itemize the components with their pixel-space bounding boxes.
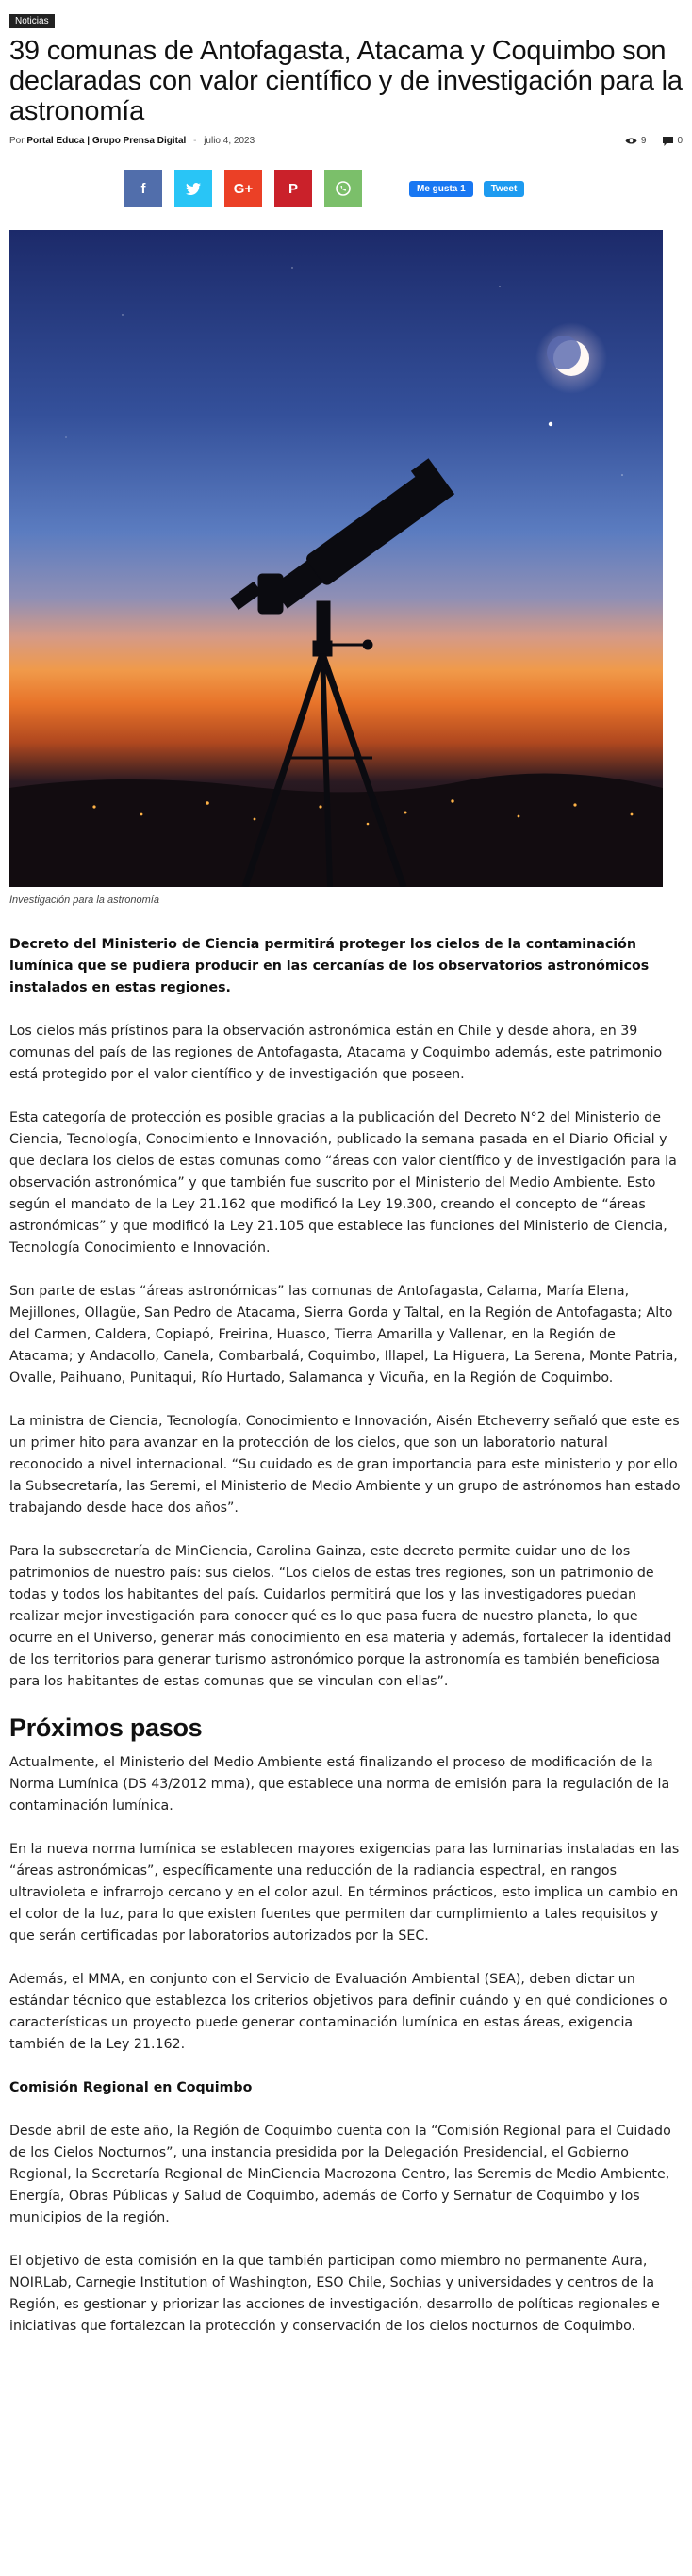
- paragraph: La ministra de Ciencia, Tecnología, Conocimiento e Innovación, Aisén Etcheverry señaló que este es un primer hito para avanzar en la protección de los cielos, que son un laboratorio natural reconocido a nivel internacional. “Su cuidado es de gran importancia para este ministerio y por ello la Subsecretaría, las Seremi, el Ministerio de Medio Ambiente y un grupo de astrónomos han estado trabajando desde hace dos años”.: [9, 1414, 681, 1516]
- paragraph: Además, el MMA, en conjunto con el Servicio de Evaluación Ambiental (SEA), deben dictar un estándar técnico que establezca los criterios objetivos para definir cuándo y en qué condiciones o características un proyecto puede generar contaminación lumínica en estas áreas, exigencia también de la Ley 21.162.: [9, 1972, 667, 2052]
- subsection-heading: Comisión Regional en Coquimbo: [9, 2080, 253, 2095]
- pinterest-icon: P: [288, 180, 298, 197]
- share-pinterest-button[interactable]: [274, 170, 312, 207]
- article-title: 39 comunas de Antofagasta, Atacama y Coquimbo son declaradas con valor científico y de investigación para la astronomía: [9, 36, 683, 126]
- comments-value: 0: [677, 136, 683, 146]
- publish-date: julio 4, 2023: [204, 136, 255, 146]
- facebook-icon: f: [140, 180, 146, 197]
- byline-separator: -: [193, 136, 197, 146]
- like-label: Me gusta 1: [417, 183, 466, 194]
- paragraph: Los cielos más prístinos para la observación astronómica están en Chile y desde ahora, en 39 comunas del país de las regiones de Antofagasta, Atacama y Coquimbo además, este patrimonio está protegido por el valor científico y de investigación que poseen.: [9, 1024, 663, 1082]
- tweet-button[interactable]: [484, 181, 525, 197]
- byline: [9, 136, 255, 146]
- section-heading: Próximos pasos: [9, 1714, 203, 1742]
- paragraph: En la nueva norma lumínica se establecen mayores exigencias para las luminarias instaladas en las “áreas astronómicas”, específicamente una reducción de la radiancia espectral, en rangos ultravioleta e infrarrojo cercano y en el color azul. En términos prácticos, esto implica un cambio en el color de la luz, para lo que existen fuentes que permiten dar cumplimiento a tales requisitos y que serán certificadas por laboratorios autorizados por la SEC.: [9, 1842, 680, 1944]
- image-caption: Investigación para la astronomía: [9, 894, 159, 906]
- views-value: 9: [640, 136, 647, 146]
- article-meta: [9, 136, 683, 146]
- paragraph: El objetivo de esta comisión en la que también participan como miembro no permanente Aura, NOIRLab, Carnegie Institution of Washington, ESO Chile, Sochias y universidades y centros de la Región, es gestionar y priorizar las acciones de investigación, desarrollo de políticas regionales e iniciativas que fortalezcan la protección y conservación de los cielos nocturnos de Coquimbo.: [9, 2254, 660, 2334]
- share-facebook-button[interactable]: [124, 170, 162, 207]
- paragraph: Esta categoría de protección es posible gracias a la publicación del Decreto N°2 del Ministerio de Ciencia, Tecnología, Conocimiento e Innovación, publicado la semana pasada en el Diario Oficial y que declara los cielos de estas comunas como “áreas con valor científico y de investigación para la observación astronómica” y que también fue suscrito por el Ministerio del Medio Ambiente. Esto según el mandato de la Ley 21.162 que modificó la Ley 19.300, creando el concepto de “áreas astronómicas” y que modificó la Ley 21.105 que establece las funciones del Ministerio de Ciencia, Tecnología Conocimiento e Innovación.: [9, 1110, 677, 1255]
- article-stats: [625, 136, 683, 146]
- featured-image[interactable]: [9, 230, 663, 887]
- twitter-icon: [186, 183, 201, 195]
- facebook-like-button[interactable]: [409, 181, 473, 197]
- article-body: [9, 934, 683, 2338]
- comments-count[interactable]: [663, 136, 683, 146]
- tweet-label: Tweet: [490, 183, 518, 194]
- eye-icon: [625, 137, 637, 145]
- paragraph: Actualmente, el Ministerio del Medio Ambiente está finalizando el proceso de modificación de la Norma Lumínica (DS 43/2012 mma), que establece una norma de emisión para la regulación de la contaminación lumínica.: [9, 1755, 670, 1813]
- author-link[interactable]: Portal Educa | Grupo Prensa Digital: [26, 136, 187, 146]
- paragraph: Para la subsecretaría de MinCiencia, Carolina Gainza, este decreto permite cuidar uno de los patrimonios de nuestro país: sus cielos. “Los cielos de estas tres regiones, son un patrimonio de todas y todos los habitantes del país. Cuidarlos permitirá que los y las investigadores puedan realizar mejor investigación para conocer qué es lo que pasa fuera de nuestro planeta, lo que ocurre en el Universo, generar más conocimiento en esa materia y además, fortalecer la identidad de los territorios para generar turismo astronómico porque la astronomía es también beneficiosa para los habitantes de estas comunas que se vinculan con ellas”.: [9, 1544, 672, 1689]
- googleplus-icon: G+: [233, 180, 254, 197]
- article-container: [9, 9, 683, 2359]
- share-bar: [9, 170, 683, 207]
- whatsapp-icon: [335, 180, 352, 197]
- paragraph: Desde abril de este año, la Región de Coquimbo cuenta con la “Comisión Regional para el Cuidado de los Cielos Nocturnos”, una instancia presidida por la Delegación Presidencial, el Gobierno Regional, la Secretaría Regional de MinCiencia Macrozona Centro, las Seremis de Medio Ambiente, Energía, Obras Públicas y Salud de Coquimbo, además de Corfo y Sernatur de Coquimbo y los municipios de la región.: [9, 2124, 671, 2225]
- comment-icon: [663, 137, 673, 146]
- paragraph: Son parte de estas “áreas astronómicas” las comunas de Antofagasta, Calama, María Elena, Mejillones, Ollagüe, San Pedro de Atacama, Sierra Gorda y Taltal, en la Región de Antofagasta; Alto del Carmen, Caldera, Copiapó, Freirina, Huasco, Tierra Amarilla y Vallenar, en la Región de Atacama; y Andacollo, Canela, Combarbalá, Coquimbo, Illapel, La Higuera, La Serena, Monte Patria, Ovalle, Paihuano, Punitaqui, Río Hurtado, Salamanca y Vicuña, en la Región de Coquimbo.: [9, 1284, 678, 1386]
- share-twitter-button[interactable]: [174, 170, 212, 207]
- article-lead: Decreto del Ministerio de Ciencia permitirá proteger los cielos de la contaminación lumínica que se pudiera producir en las cercanías de los observatorios astronómicos instalados en estas regiones.: [9, 937, 650, 995]
- category-badge[interactable]: Noticias: [9, 14, 55, 28]
- share-googleplus-button[interactable]: [224, 170, 262, 207]
- byline-prefix: Por: [9, 136, 25, 146]
- views-count: [625, 136, 647, 146]
- share-whatsapp-button[interactable]: [324, 170, 362, 207]
